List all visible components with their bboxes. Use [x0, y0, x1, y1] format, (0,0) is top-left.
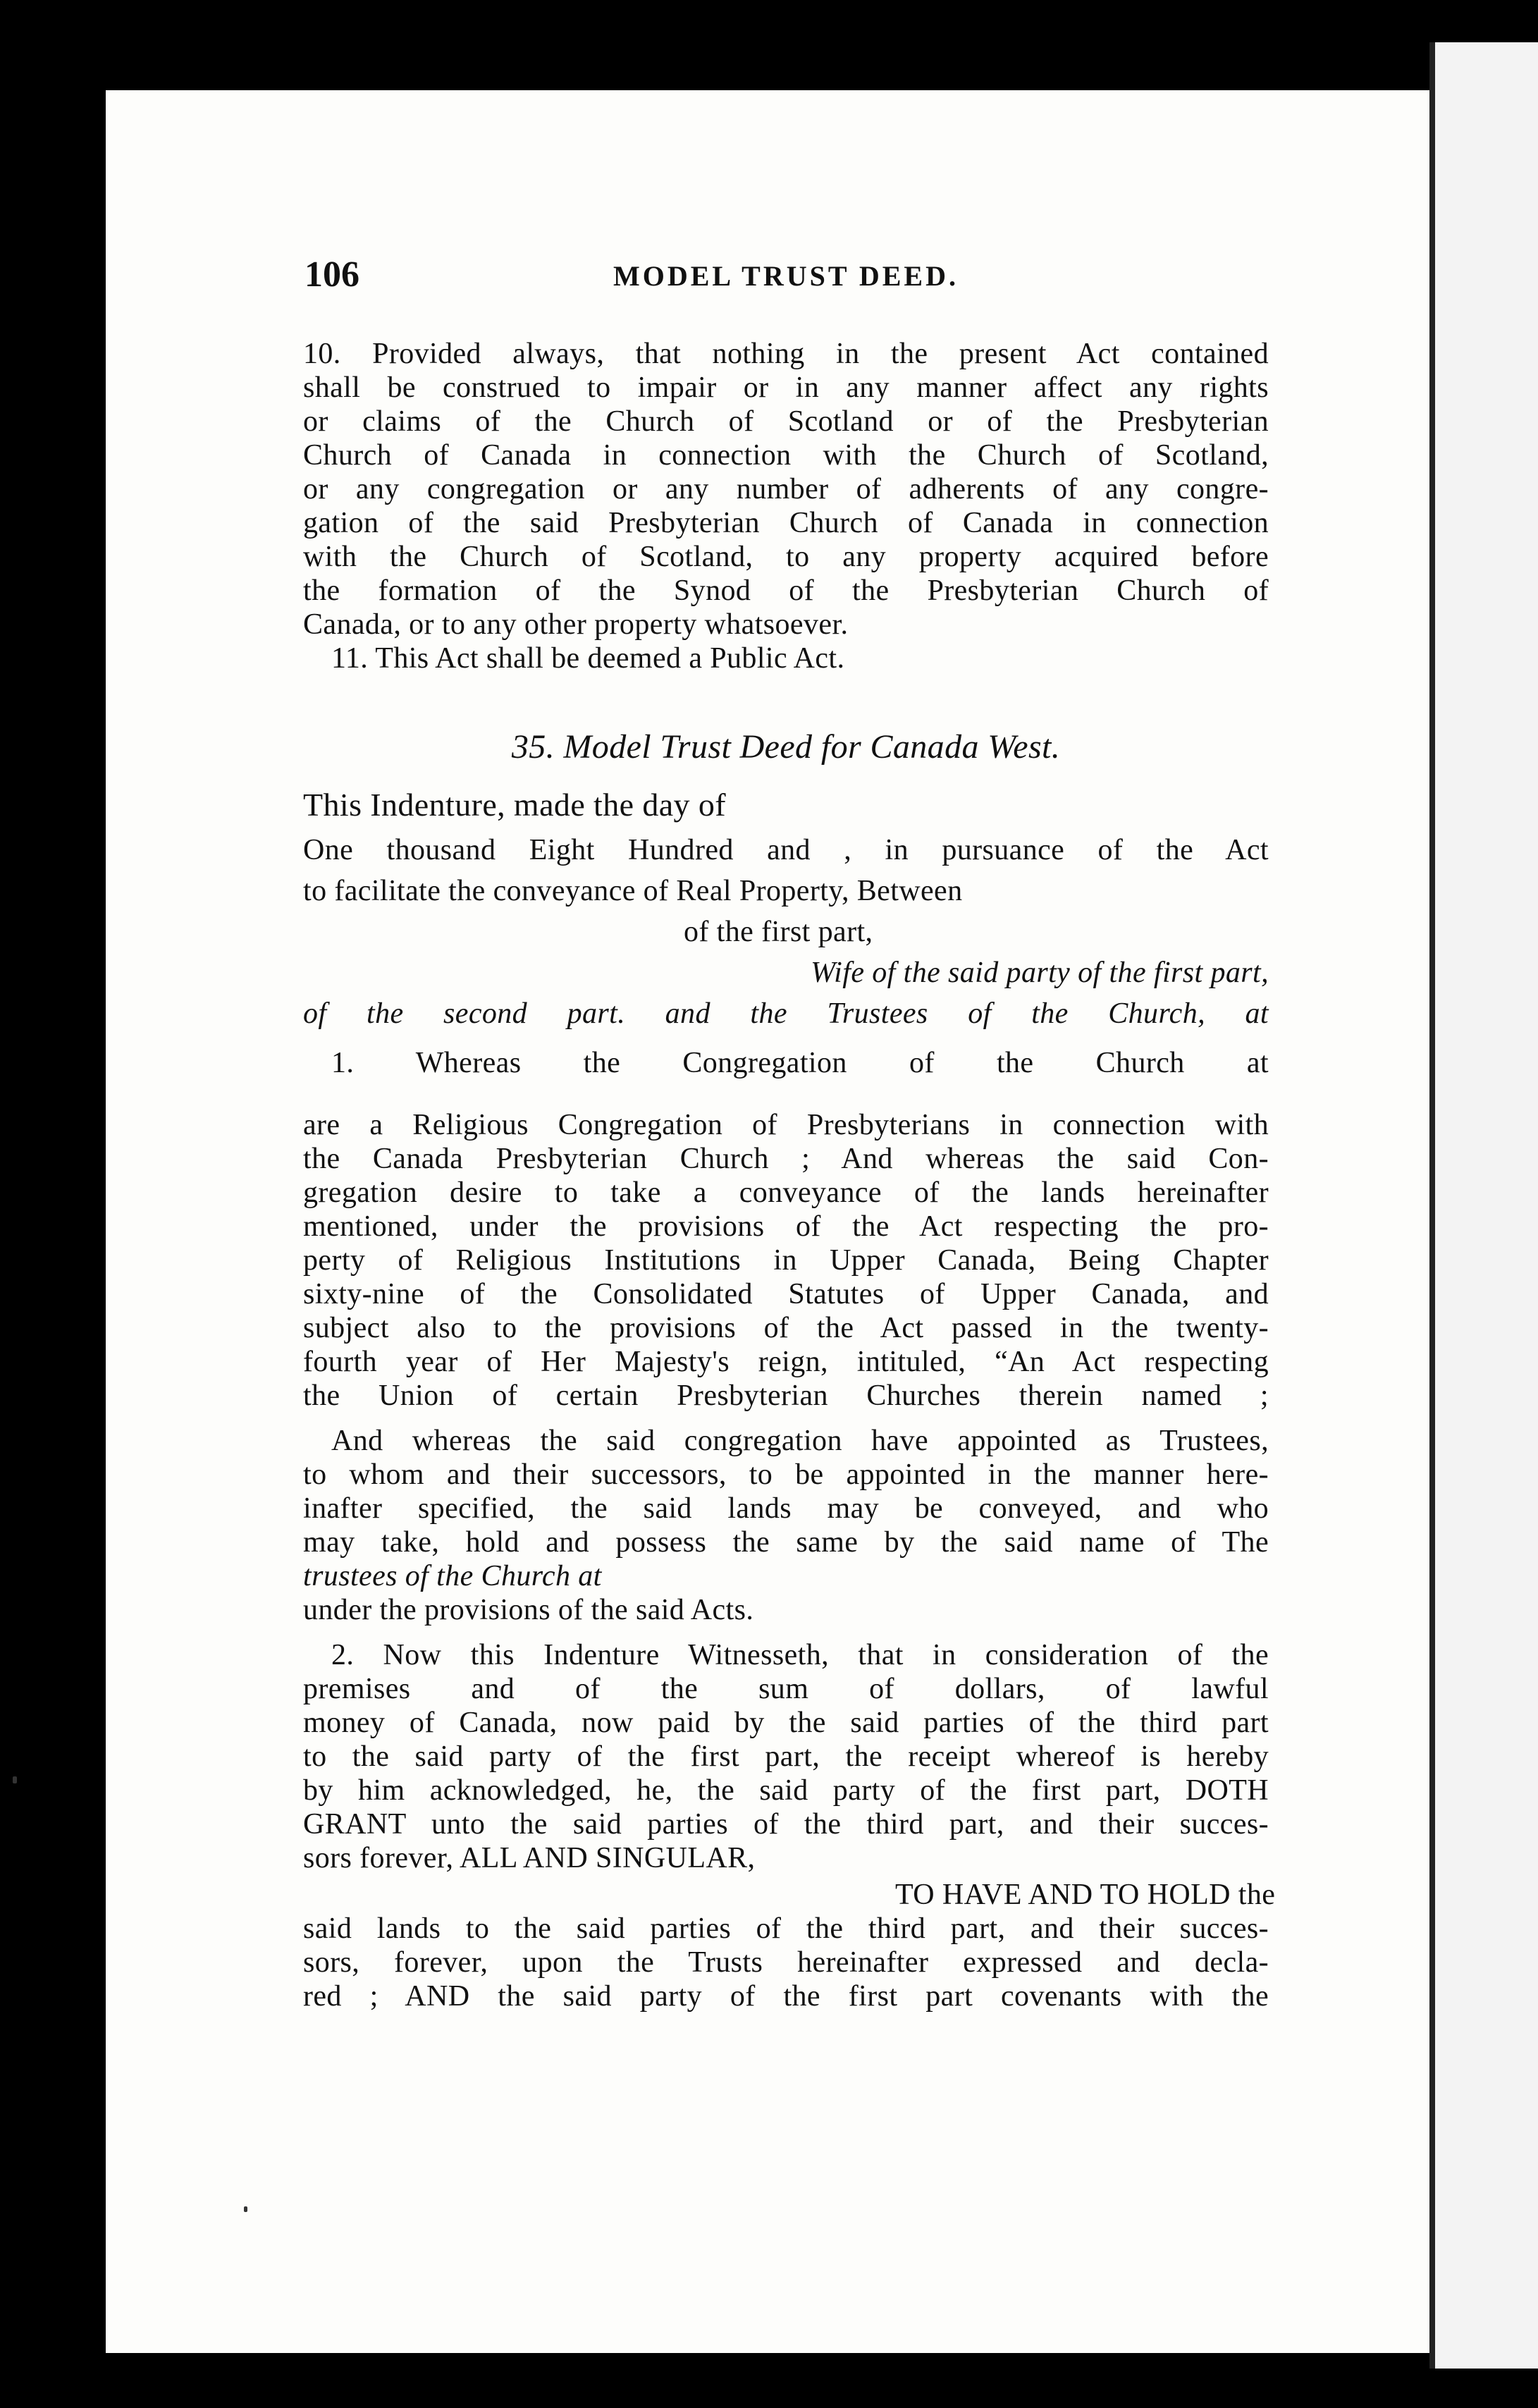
text-line: 11. This Act shall be deemed a Public Act. [331, 642, 845, 675]
text-line: 10. Provided always, that nothing in the present Act contained [303, 338, 1269, 370]
text-line: gation of the said Presbyterian Church of Canada in connection [303, 507, 1269, 539]
text-line: of the first part, [684, 916, 873, 948]
text-line: sors, forever, upon the Trusts hereinafter expressed and decla- [303, 1946, 1269, 1979]
text-line: the formation of the Synod of the Presbyterian Church of [303, 575, 1269, 607]
text-line: said lands to the said parties of the third part, and their succes- [303, 1912, 1269, 1945]
running-title: MODEL TRUST DEED. [613, 260, 959, 292]
facing-page-edge [1435, 42, 1538, 2369]
text-line: may take, hold and possess the same by the said name of The [303, 1526, 1269, 1559]
text-line: This Indenture, made the day of [303, 787, 726, 823]
book-spine [1429, 42, 1435, 2369]
text-line: 2. Now this Indenture Witnesseth, that in consideration of the [331, 1639, 1269, 1671]
text-line: Wife of the said party of the first part, [811, 957, 1269, 989]
text-line: sors forever, ALL AND SINGULAR, [303, 1842, 756, 1874]
text-line: red ; AND the said party of the first part covenants with the [303, 1980, 1269, 2013]
text-line: to whom and their successors, to be appointed in the manner here- [303, 1458, 1269, 1491]
text-line: are a Religious Congregation of Presbyterians in connection with [303, 1109, 1269, 1141]
text-line: sixty-nine of the Consolidated Statutes of Upper Canada, and [303, 1278, 1269, 1310]
text-line: the Union of certain Presbyterian Churches therein named ; [303, 1380, 1269, 1412]
text-line: inafter specified, the said lands may be conveyed, and who [303, 1492, 1269, 1525]
text-line: mentioned, under the provisions of the Act respecting the pro- [303, 1210, 1269, 1243]
text-line: perty of Religious Institutions in Upper Canada, Being Chapter [303, 1244, 1269, 1277]
text-line: subject also to the provisions of the Act passed in the twenty- [303, 1312, 1269, 1344]
text-line: with the Church of Scotland, to any property acquired before [303, 541, 1269, 573]
text-line: shall be construed to impair or in any manner affect any rights [303, 371, 1269, 404]
text-line: gregation desire to take a conveyance of the lands hereinafter [303, 1177, 1269, 1209]
text-line: And whereas the said congregation have appointed as Trustees, [331, 1425, 1269, 1457]
text-line: TO HAVE AND TO HOLD the [895, 1879, 1276, 1911]
text-line: to the said party of the first part, the receipt whereof is hereby [303, 1740, 1269, 1773]
text-line: premises and of the sum of dollars, of lawful [303, 1673, 1269, 1705]
text-line: One thousand Eight Hundred and , in pursuance of the Act [303, 834, 1269, 866]
text-line: to facilitate the conveyance of Real Property, Between [303, 875, 963, 907]
text-line: money of Canada, now paid by the said parties of the third part [303, 1707, 1269, 1739]
text-line: trustees of the Church at [303, 1560, 602, 1592]
text-line: fourth year of Her Majesty's reign, intituled, “An Act respecting [303, 1346, 1269, 1378]
section-heading: 35. Model Trust Deed for Canada West. [511, 728, 1061, 766]
page-number: 106 [304, 254, 359, 295]
text-line: or claims of the Church of Scotland or of the Presbyterian [303, 405, 1269, 438]
text-line: Canada, or to any other property whatsoever. [303, 608, 849, 641]
text-line: or any congregation or any number of adherents of any congre- [303, 473, 1269, 505]
text-line: by him acknowledged, he, the said party of the first part, DOTH [303, 1774, 1269, 1807]
scan-speck [244, 2206, 247, 2212]
text-line: under the provisions of the said Acts. [303, 1594, 754, 1626]
text-line: Church of Canada in connection with the Church of Scotland, [303, 439, 1269, 472]
text-line: the Canada Presbyterian Church ; And whereas the said Con- [303, 1143, 1269, 1175]
scan-speck [13, 1776, 17, 1783]
text-line: 1. Whereas the Congregation of the Church at [331, 1047, 1269, 1079]
text-line: GRANT unto the said parties of the third part, and their succes- [303, 1808, 1269, 1841]
text-line: of the second part. and the Trustees of the Church, at [303, 997, 1269, 1030]
